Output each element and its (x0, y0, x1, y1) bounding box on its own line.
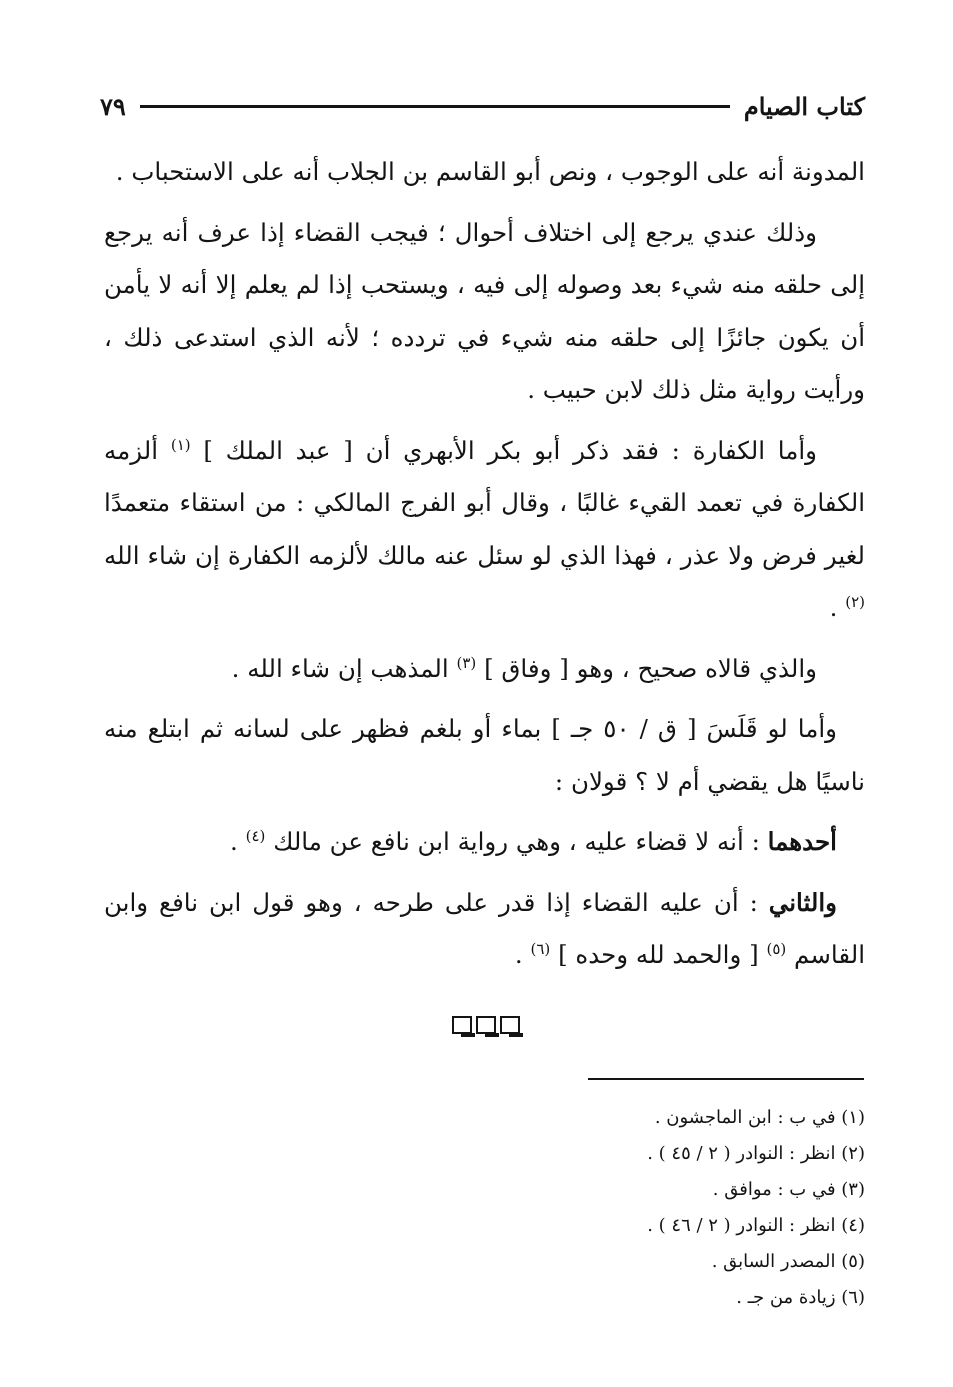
paragraph-6-text-a: : أنه لا قضاء عليه ، وهي رواية ابن نافع عن مالك (273, 827, 760, 856)
paragraph-3-text-c: . (829, 593, 838, 622)
footnote-ref-5: (٥) (766, 939, 787, 958)
footnote-5: (٥) المصدر السابق . (711, 1251, 865, 1272)
footnote-ref-1: (١) (170, 435, 191, 454)
paragraph-4-text-b: المذهب إن شاء الله . (231, 653, 449, 683)
paragraph-4 (104, 643, 865, 696)
paragraph-3-text-a: وأما الكفارة : فقد ذكر أبو بكر الأبهري أن [ عبد الملك ] (203, 435, 817, 465)
paragraph-6-text-b: . (230, 827, 238, 856)
footnote-6: (٦) زيادة من جـ . (736, 1287, 865, 1308)
paragraph-7-text-a: : أن عليه القضاء إذا قدر على طرحه ، وهو قول ابن نافع وابن القاسم (104, 887, 865, 969)
main-text (104, 146, 865, 990)
ornament-box-icon (500, 1016, 520, 1034)
ornament-box-icon (476, 1016, 496, 1034)
paragraph-4-text-a: والذي قالاه صحيح ، وهو [ وفاق ] (484, 653, 817, 683)
footnote-ref-4: (٤) (245, 826, 266, 845)
paragraph-1-text: المدونة أنه على الوجوب ، ونص أبو القاسم بن الجلاب أنه على الاستحباب . (115, 157, 865, 186)
paragraph-5-text: وأما لو قَلَسَ [ ق / ٥٠ جـ ] بماء أو بلغم فظهر على لسانه ثم ابتلع منه ناسيًا هل يقضي أم لا ؟ قولان : (104, 714, 865, 796)
paragraph-7-text-b: [ والحمد لله وحده ] (558, 940, 759, 969)
footnote-3: (٣) في ب : موافق . (712, 1179, 865, 1200)
paragraph-6-lead: أحدهما (767, 827, 837, 856)
footnote-ref-3: (٣) (456, 653, 477, 672)
page-header (100, 86, 865, 126)
footnote-1: (١) في ب : ابن الماجشون . (654, 1107, 865, 1128)
paragraph-3-text-b: ألزمه الكفارة في تعمد القيء غالبًا ، وقال أبو الفرج المالكي : من استقاء متعمدًا لغير فرض ولا عذر ، فهذا الذي لو سئل عنه مالك لألزمه الكفارة إن شاء الله (104, 435, 865, 570)
paragraph-7 (104, 877, 865, 982)
paragraph-3 (104, 425, 865, 635)
paragraph-1 (104, 146, 865, 199)
footnote-2: (٢) انظر : النوادر ( ٢ / ٤٥ ) . (647, 1143, 865, 1164)
paragraph-6 (104, 816, 865, 869)
page-number: ٧٩ (100, 91, 126, 121)
section-end-ornament (452, 1016, 524, 1038)
paragraph-7-text-c: . (514, 940, 523, 969)
footnote-4: (٤) انظر : النوادر ( ٢ / ٤٦ ) . (647, 1215, 865, 1236)
ornament-box-icon (452, 1016, 472, 1034)
footnotes (305, 1100, 865, 1316)
paragraph-2-text: وذلك عندي يرجع إلى اختلاف أحوال ؛ فيجب القضاء إذا عرف أنه يرجع إلى حلقه منه شيء بعد وصوله إلى فيه ، ويستحب إذا لم يعلم إلا أنه لا يأمن أن يكون جائزًا إلى حلقه منه شيء في تردده ؛ لأنه الذي استدعى ذلك ، ورأيت رواية مثل ذلك لابن حبيب . (104, 217, 865, 404)
header-rule (140, 105, 730, 108)
paragraph-7-lead: والثاني (768, 887, 837, 917)
paragraph-5 (104, 703, 865, 808)
running-title: كتاب الصيام (743, 91, 865, 121)
paragraph-2 (104, 207, 865, 417)
footnote-ref-6: (٦) (530, 939, 551, 958)
footnote-ref-2: (٢) (845, 592, 865, 611)
footnote-separator (588, 1078, 864, 1080)
